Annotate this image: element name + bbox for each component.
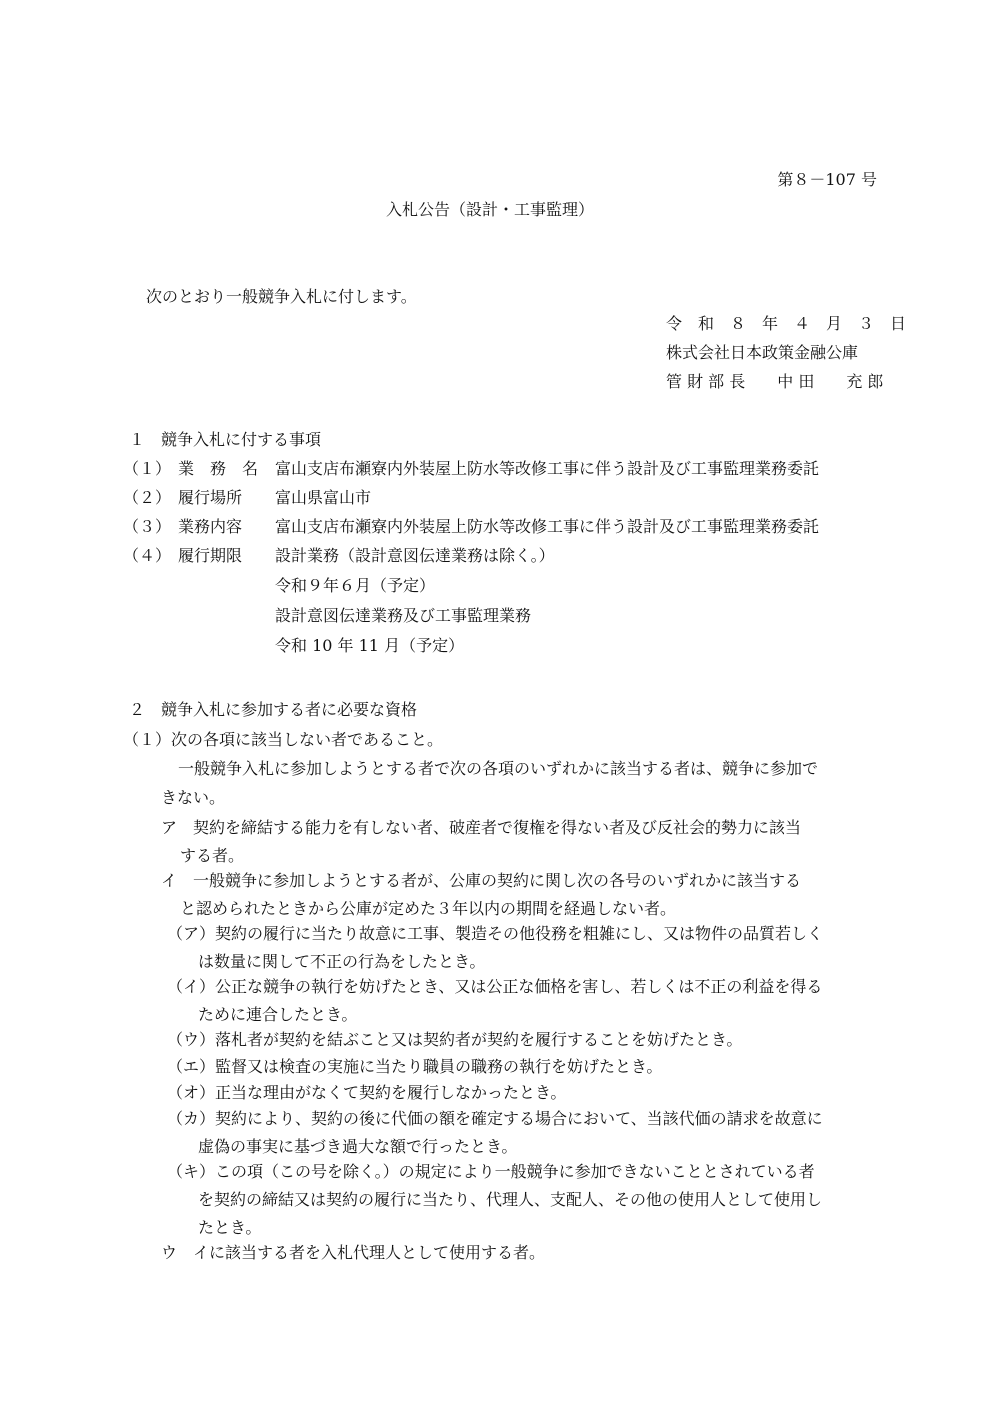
sub-item-line: （オ）正当な理由がなくて契約を履行しなかったとき。 (167, 1083, 567, 1102)
sub-item-line: を契約の締結又は契約の履行に当たり、代理人、支配人、その他の使用人として使用し (198, 1190, 823, 1209)
item-number: （２） (123, 488, 172, 507)
page-title: 入札公告（設計・工事監理） (386, 200, 595, 219)
item-value: 富山支店布瀬寮内外装屋上防水等改修工事に伴う設計及び工事監理業務委託 (275, 517, 820, 536)
item-number: （１） (123, 459, 172, 478)
clause-i-cont: と認められたときから公庫が定めた３年以内の期間を経過しない者。 (180, 899, 677, 918)
section2-heading: ２ 競争入札に参加する者に必要な資格 (129, 700, 418, 719)
intro-text: 次のとおり一般競争入札に付します。 (146, 287, 417, 306)
item-number: （３） (123, 517, 172, 536)
item-number: （４） (123, 546, 172, 565)
document-number: 第８－107 号 (777, 170, 877, 189)
sub-item-line: （イ）公正な競争の執行を妨げたとき、又は公正な価格を害し、若しくは不正の利益を得る (167, 977, 823, 996)
period-line: 設計意図伝達業務及び工事監理業務 (275, 606, 532, 625)
clause-u: ウ イに該当する者を入札代理人として使用する者。 (161, 1243, 546, 1262)
clause-i: イ 一般競争に参加しようとする者が、公庫の契約に関し次の各号のいずれかに該当する (161, 871, 802, 890)
subsection-title: （１）次の各項に該当しない者であること。 (123, 730, 444, 749)
item-label: 履行場所 (178, 488, 243, 507)
body-text: きない。 (161, 788, 226, 807)
clause-a: ア 契約を締結する能力を有しない者、破産者で復権を得ない者及び反社会的勢力に該当 (161, 818, 802, 837)
item-value: 富山県富山市 (275, 488, 372, 507)
item-value: 富山支店布瀬寮内外装屋上防水等改修工事に伴う設計及び工事監理業務委託 (275, 459, 820, 478)
sub-item-line: 虚偽の事実に基づき過大な額で行ったとき。 (198, 1137, 518, 1156)
sub-item-line: たとき。 (198, 1218, 262, 1237)
period-line: 令和９年６月（予定） (275, 576, 436, 595)
sub-item-line: （キ）この項（この号を除く。）の規定により一般競争に参加できないこととされている者 (167, 1162, 815, 1181)
period-line: 令和 10 年 11 月（予定） (275, 636, 465, 655)
item-label: 業務内容 (178, 517, 243, 536)
sub-item-line: （ウ）落札者が契約を結ぶこと又は契約者が契約を履行することを妨げたとき。 (167, 1030, 743, 1049)
sub-item-line: （カ）契約により、契約の後に代価の額を確定する場合において、当該代価の請求を故意に (167, 1109, 823, 1128)
sub-item-line: （エ）監督又は検査の実施に当たり職員の職務の執行を妨げたとき。 (167, 1057, 663, 1076)
item-value: 設計業務（設計意図伝達業務は除く。） (275, 546, 555, 565)
sub-item-line: は数量に関して不正の行為をしたとき。 (198, 952, 486, 971)
item-label: 履行期限 (178, 546, 243, 565)
item-label: 業 務 名 (178, 459, 259, 478)
sub-item-line: ために連合したとき。 (198, 1005, 358, 1024)
organization-name: 株式会社日本政策金融公庫 (666, 343, 859, 362)
body-text: 一般競争入札に参加しようとする者で次の各項のいずれかに該当する者は、競争に参加で (178, 759, 819, 778)
date: 令 和 ８ 年 ４ 月 ３ 日 (666, 314, 907, 333)
clause-a-cont: する者。 (180, 846, 245, 865)
signatory: 管 財 部 長 中 田 充 郎 (666, 372, 884, 391)
sub-item-line: （ア）契約の履行に当たり故意に工事、製造その他役務を粗雑にし、又は物件の品質若しく (167, 924, 824, 943)
section1-heading: １ 競争入札に付する事項 (129, 430, 322, 449)
